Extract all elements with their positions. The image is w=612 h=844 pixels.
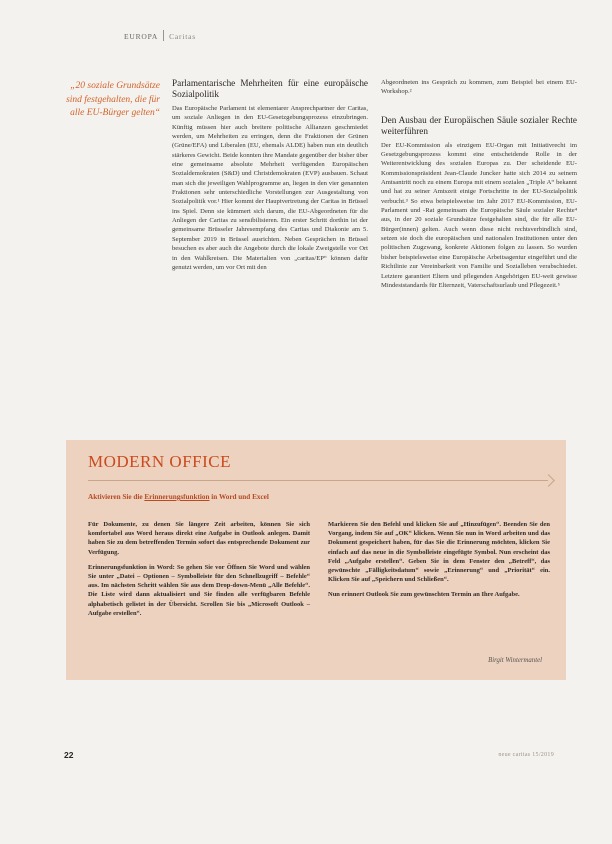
box-col1-paragraph-2: Erinnerungsfunktion in Word: So gehen Sie vor Öffnen Sie Word und wählen Sie unter „Datei – Optionen – Symbolleiste für den Schnellzugriff – Befehle“ aus. Im nächsten Schritt wählen Sie aus dem Drop-down-Menü „Alle Befehle“. Die Liste wird dann aktualisiert und Sie finden alle verfügbaren Befehle alphabetisch gelistet in der Übersicht. Scrollen Sie bis „Microsoft Outlook – Aufgabe erstellen“. — [88, 563, 310, 617]
box-column-1 — [88, 520, 310, 624]
column2-lead: Abgeordneten ins Gespräch zu kommen, zum Beispiel bei einem EU-Workshop.² — [381, 79, 577, 96]
column2-body: Der EU-Kommission als einzigem EU-Organ mit Initiativrecht im Gesetzgebungsprozess kommt eine entscheidende Rolle in der Weiterentwicklung des sozialen Europas zu. Der scheidende EU-Kommissionspräsident Jean-Claude Juncker hatte sich 2014 zu seinem Amtsantritt noch zu einem Europa mit einem sozialen „Triple A“ bekannt und hat zu seiner Amtszeit einige Fortschritte in der EU-Sozialpolitik verbucht.³ So etwa beispielsweise im Jahr 2017 EU-Kommission, EU-Parlament und -Rat gemeinsam die Europäische Säule sozialer Rechte⁴ aus, in der 20 soziale Grundsätze festgehalten sind, die für alle EU-Bürger(innen) gelten. Auch wenn diese nicht rechtsverbindlich sind, setzen sie doch die europäischen und nationalen Institutionen unter den politischen Zugzwang, konkrete Aktionen folgen zu lassen. So wurden bisher beispielsweise eine Europäische Arbeitsagentur eingeführt und die Richtlinie zur Vereinbarkeit von Familie und Sozialleben verabschiedet. Letztere garantiert Eltern und pflegenden Angehörigen EU-weit gewisse Mindeststandards für Elternzeit, Vaterschaftsurlaub und Pflegezeit.⁵ — [381, 141, 577, 289]
box-subtitle-suffix: in Word und Excel — [209, 493, 269, 501]
box-col2-paragraph-1: Markieren Sie den Befehl und klicken Sie auf „Hinzufügen“. Beenden Sie den Vorgang, indem Sie auf „OK“ klicken. Wenn Sie nun in Word arbeiten und das Dokument gespeichert haben, für das Sie die Erinnerung möchten, klicken Sie einfach auf das neue in die Symbolleiste eingefügte Symbol. Nun erscheint das Feld „Aufgabe erstellen“. Geben Sie in dem Fenster den „Betreff“, das gewünschte „Fälligkeitsdatum“ sowie „Erinnerung“ und „Priorität“ ein. Klicken Sie auf „Speichern und Schließen“. — [328, 521, 550, 584]
article-column-2 — [381, 78, 577, 290]
pull-quote: „20 soziale Grundsätze sind festgehalten, die für alle EU-Bürger gelten“ — [66, 81, 160, 118]
box-col2-paragraph-2: Nun erinnert Outlook Sie zum gewünschten Termin an Ihre Aufgabe. — [328, 591, 520, 599]
section-label: EUROPA — [124, 32, 159, 41]
box-subtitle-prefix: Aktivieren Sie die — [88, 493, 145, 501]
article-column-1 — [172, 78, 368, 272]
modern-office-box — [66, 440, 566, 680]
column1-heading: Parlamentarische Mehrheiten für eine europäische Sozialpolitik — [172, 78, 368, 99]
box-column-2 — [328, 520, 550, 606]
publication-footer: neue caritas 15/2019 — [498, 752, 554, 758]
box-divider — [88, 480, 548, 481]
box-subtitle — [88, 493, 269, 501]
box-subtitle-link: Erinnerungsfunktion — [144, 493, 210, 501]
header-divider — [163, 30, 164, 41]
page-number: 22 — [64, 750, 74, 760]
subsection-label: Caritas — [169, 32, 196, 41]
divider-arrow-icon — [542, 474, 555, 487]
running-head — [124, 30, 196, 41]
column1-body: Das Europäische Parlament ist elementarer Ansprechpartner der Caritas, um soziale Anliegen in den EU-Gesetzgebungsprozess einzubringen. Künftig müssen hier auch breitere politische Allianzen geschmiedet werden, um Mehrheiten zu erringen, denn die Fraktionen der Grünen (Grüne/EFA) und Liberalen (EU, ehemals ALDE) haben nun ein deutlich stärkeres Gewicht. Beide konnten ihre Mandate gegenüber der bisher über eine gemeinsame absolute Mehrheit verfügenden Europäischen Sozialdemokraten (S&D) und Christdemokraten (EVP) ausbauen. Schaut man sich die jeweiligen Wahlprogramme an, liegen in den vier genannten Fraktionen sehr unterschiedliche Vorstellungen zur Ausgestaltung von Sozialpolitik vor.¹ Hier kommt der Hauptvertretung der Caritas in Brüssel ins Spiel. Denn sie kümmert sich darum, die EU-Abgeordneten für die Anliegen der Caritas zu sensibilisieren. Ein erster Schritt dorthin ist der gemeinsame Brüsseler Jahresempfang des Caritas und Diakonie am 5. September 2019 in Brüssel ausrichten. Neben Gesprächen in Brüssel besuchen es aber auch die Angebote durch die lokale Zweigstelle vor Ort in den Wahlkreisen. Die Materialien von „caritas/EP“ können dafür genutzt werden, um vor Ort mit den — [172, 105, 368, 271]
box-author: Birgit Wintermantel — [488, 657, 542, 664]
box-col1-paragraph-1: Für Dokumente, zu denen Sie längere Zeit arbeiten, können Sie sich komfortabel aus Word heraus direkt eine Aufgabe in Outlook anlegen. Damit haben Sie zu dem betreffenden Termin sofort das entsprechende Dokument zur Verfügung. — [88, 521, 310, 556]
box-title: MODERN OFFICE — [88, 452, 231, 471]
column2-heading: Den Ausbau der Europäischen Säule sozialer Rechte weiterführen — [381, 114, 577, 136]
